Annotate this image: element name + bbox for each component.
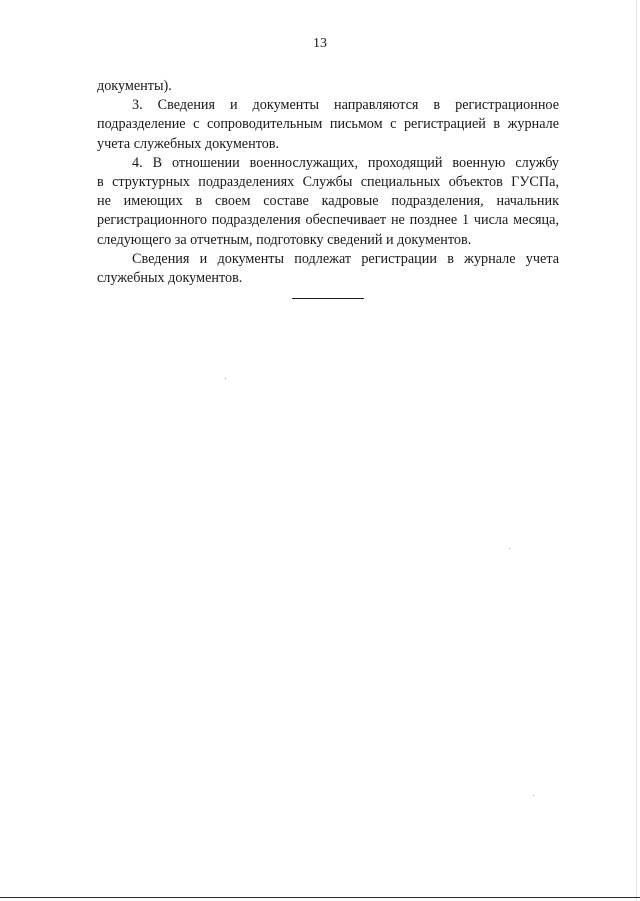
text-line: следующего за отчетным, подготовку сведений и документов.	[97, 231, 472, 248]
end-of-text-rule	[292, 298, 364, 299]
text-line: подразделение с сопроводительным письмом с регистрацией в журнале	[97, 116, 559, 133]
text-line: служебных документов.	[97, 269, 243, 286]
text-line: 3. Сведения и документы направляются в регистрационное	[132, 97, 559, 114]
text-line: документы).	[97, 78, 172, 94]
text-line: не имеющих в своем составе кадровые подразделения, начальник	[97, 193, 559, 210]
scan-speck	[533, 795, 534, 796]
scan-bottom-edge	[0, 897, 640, 898]
scan-edge	[636, 0, 637, 901]
page-number: 13	[313, 36, 327, 51]
text-line: учета служебных документов.	[97, 135, 280, 152]
document-body	[97, 77, 559, 288]
scan-speck	[225, 378, 226, 379]
text-line: в структурных подразделениях Службы специальных объектов ГУСПа,	[97, 173, 559, 190]
text-line: регистрационного подразделения обеспечивает не позднее 1 числа месяца,	[97, 212, 559, 229]
text-line: Сведения и документы подлежат регистрации в журнале учета	[132, 250, 559, 267]
scan-speck	[509, 548, 510, 549]
text-line: 4. В отношении военнослужащих, проходящий военную службу	[132, 154, 559, 171]
